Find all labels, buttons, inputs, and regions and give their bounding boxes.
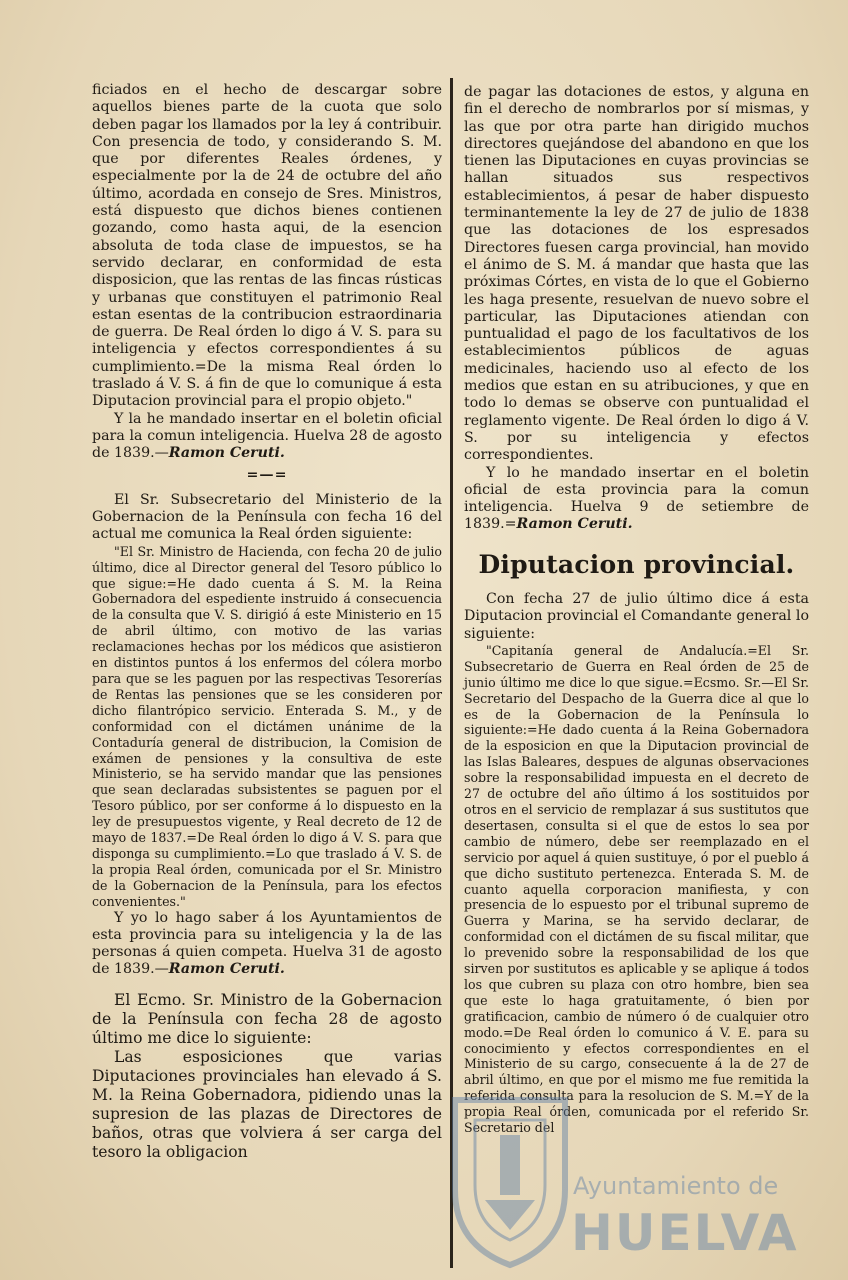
spacer [92, 979, 442, 991]
right-paragraph-3: Con fecha 27 de julio último dice á esta Diputacion provincial el Comandante general lo siguiente: [464, 591, 809, 642]
signature-ceruti-1: Ramon Ceruti. [168, 445, 285, 462]
right-paragraph-2-text: Y lo he mandado insertar en el boletin oficial de esta provincia para la comun inteligencia. Huelva 9 de setiembre de 1839.= [464, 464, 809, 533]
right-paragraph-2 [464, 465, 809, 534]
watermark-line-1: Ayuntamiento de [573, 1172, 779, 1200]
coat-of-arms-icon [445, 1080, 575, 1270]
section-separator: =—= [246, 466, 288, 483]
left-paragraph-3: El Sr. Subsecretario del Ministerio de la Gobernacion de la Península con fecha 16 del actual me comunica la Real órden siguiente: [92, 491, 442, 543]
right-paragraph-4: "Capitanía general de Andalucía.=El Sr. Subsecretario de Guerra en Real órden de 25 de junio último me dice lo que sigue.=Ecsmo. Sr.—El Sr. Secretario del Despacho de la Guerra dice al que lo es de la Gobernacion de la Península lo siguiente:=He dado cuenta á la Reina Gobernadora de la esposicion en que la Diputacion provincial de las Islas Baleares, despues de algunas observaciones sobre la responsabilidad impuesta en el decreto de 27 de octubre del año último á los sostituidos por otros en el servicio de remplazar á sus sustitutos que desertasen, consulta si el que de estos lo sea por cambio de número, debe ser reemplazado en el servicio por aquel á quien sustituye, ó por el pueblo á que dicho sustituto pertenezca. Enterada S. M. de cuanto aquella corporacion manifiesta, y con presencia de lo espuesto por el tribunal supremo de Guerra y Marina, se ha servido declarar, de conformidad con el dictámen de su fiscal militar, que lo prevenido sobre la responsabilidad de los que sirven por sustitutos es aplicable y se aplique á todos los que cubren su plaza con otro hombre, bien sea que este lo haga gratuitamente, ó bien por gratificacion, cambio de número ó de cualquier otro modo.=De Real órden lo comunico á V. E. para su conocimiento y efectos correspondientes en el Ministerio de su cargo, consecuente á la de 27 de abril último, en que por el mismo me fue remitida la referida consulta para la resolucion de S. M.=Y de la propia Real órden, comunicada por el referido Sr. Secretario del [464, 642, 809, 1136]
archive-watermark [445, 1080, 799, 1270]
section-heading: Diputacion provincial. [478, 549, 795, 579]
left-paragraph-5-text: Y yo lo hago saber á los Ayuntamientos de esta provincia para su inteligencia y la de las personas á quien competa. Huelva 31 de agosto de 1839.— [92, 909, 442, 978]
signature-ceruti-2: Ramon Ceruti. [168, 961, 285, 978]
left-paragraph-1: ficiados en el hecho de descargar sobre aquellos bienes parte de la cuota que solo deben pagar los llamados por la ley á contribuir. Con presencia de todo, y considerando S. M. que por diferentes Reales órdenes, y especialmente por la de 24 de octubre del año último, acordada en consejo de Sres. Ministros, está dispuesto que dichos bienes contienen gozando, como hasta aqui, de la esencion absoluta de toda clase de impuestos, se ha servido declarar, en conformidad de esta disposicion, que las rentas de las fincas rústicas y urbanas que constituyen el patrimonio Real estan esentas de la contribucion estraordinaria de guerra. De Real órden lo digo á V. S. para su inteligencia y efectos correspondientes á su cumplimiento.=De la misma Real órden lo traslado á V. S. á fin de que lo comunique á esta Diputacion provincial para el propio objeto." [92, 82, 442, 410]
signature-ceruti-3: Ramon Ceruti. [516, 516, 633, 533]
watermark-line-2: HUELVA [571, 1204, 799, 1262]
left-paragraph-5 [92, 910, 442, 979]
left-paragraph-7: Las esposiciones que varias Diputaciones provinciales han elevado á S. M. la Reina Gobernadora, pidiendo unas la supresion de las plazas de Directores de baños, otras que volviera á ser carga del tesoro la obligacion [92, 1047, 442, 1161]
left-paragraph-4: "El Sr. Ministro de Hacienda, con fecha 20 de julio último, dice al Director general del Tesoro público lo que sigue:=He dado cuenta á S. M. la Reina Gobernadora del espediente instruido á consecuencia de la consulta que V. S. dirigió á este Ministerio en 15 de abril último, con motivo de las varias reclamaciones hechas por los médicos que asistieron en distintos puntos á los enfermos del cólera morbo para que se les paguen por las respectivas Tesorerías de Rentas las pensiones que se les consideren por dicho filantrópico servicio. Enterada S. M., y de conformidad con el dictámen unánime de la Contaduría general de distribucion, la Comision de exámen de pensiones y la consultiva de este Ministerio, se ha servido mandar que las pensiones que sean declaradas subsistentes se paguen por el Tesoro público, por ser conforme á lo dispuesto en la ley de presupuestos vigente, y Real decreto de 12 de mayo de 1837.=De Real órden lo digo á V. S. para que disponga su cumplimiento.=Lo que traslado á V. S. de la propia Real órden, comunicada por el Sr. Ministro de la Gobernacion de la Península, para los efectos convenientes." [92, 543, 442, 909]
left-paragraph-2-text: Y la he mandado insertar en el boletin oficial para la comun inteligencia. Huelva 28 de agosto de 1839.— [92, 410, 442, 462]
left-paragraph-2 [92, 411, 442, 463]
right-column [464, 84, 809, 1136]
left-column [92, 82, 442, 1162]
left-paragraph-6: El Ecmo. Sr. Ministro de la Gobernacion de la Península con fecha 28 de agosto último me dice lo siguiente: [92, 990, 442, 1047]
right-paragraph-1: de pagar las dotaciones de estos, y alguna en fin el derecho de nombrarlos por sí mismas, y las que por otra parte han dirigido muchos directores quejándose del abandono en que los tienen las Diputaciones en cuyas provincias se hallan situados sus respectivos establecimientos, á pesar de haber dispuesto terminantemente la ley de 27 de julio de 1838 que las dotaciones de los espresados Directores fuesen carga provincial, han movido el ánimo de S. M. á mandar que hasta que las próximas Córtes, en vista de lo que el Gobierno les haga presente, resuelvan de nuevo sobre el particular, las Diputaciones atiendan con puntualidad el pago de los facultativos de los establecimientos públicos de aguas medicinales, haciendo uso al efecto de los medios que estan en su atribuciones, y que en todo lo demas se observe con puntualidad el reglamento vigente. De Real órden lo digo á V. S. por su inteligencia y efectos correspondientes. [464, 84, 809, 464]
